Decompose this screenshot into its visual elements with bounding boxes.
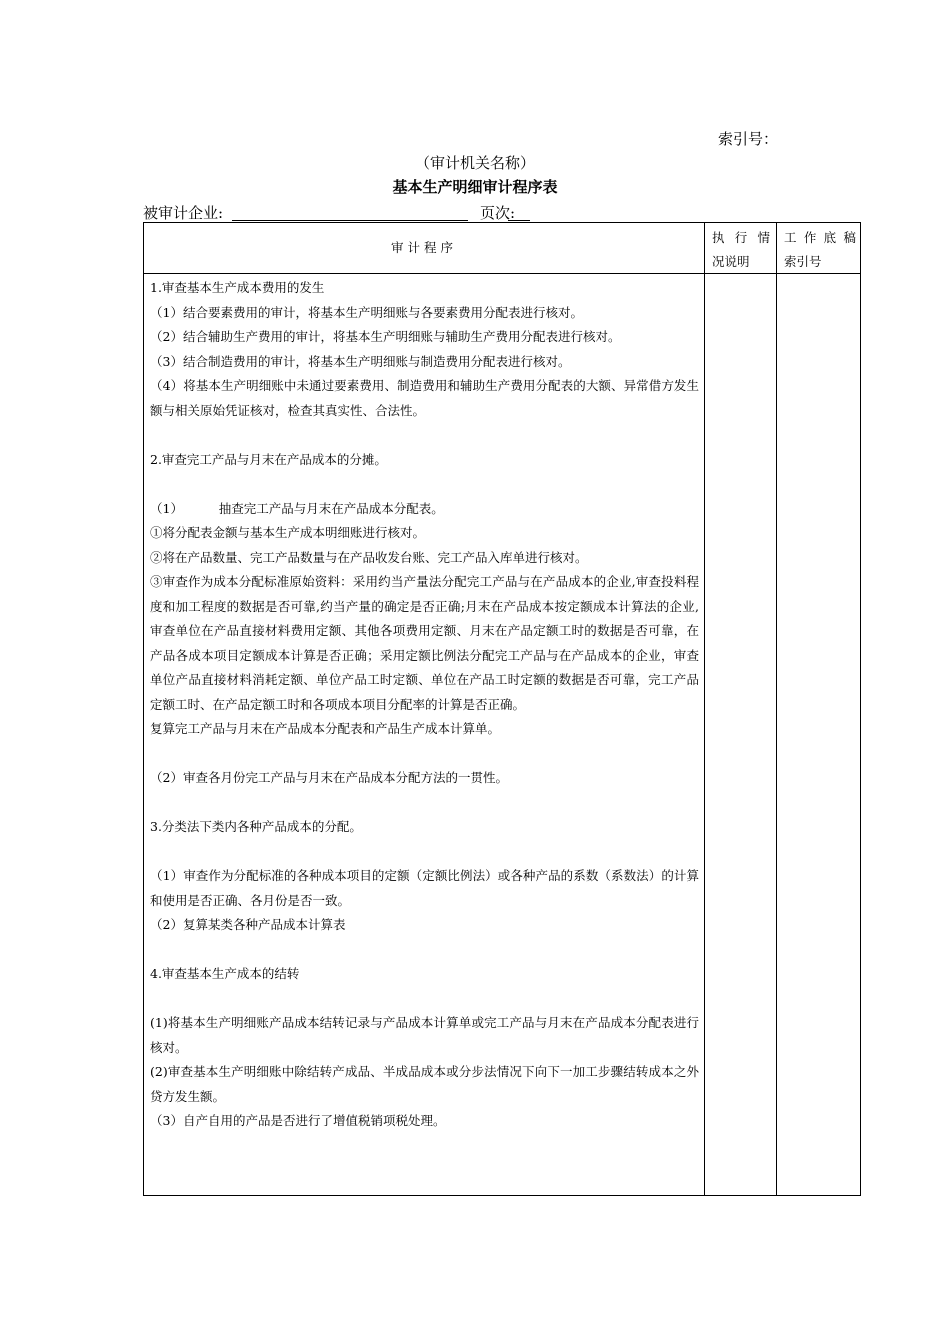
column-divider (704, 223, 705, 1195)
procedure-item: ②将在产品数量、完工产品数量与在产品收发台账、完工产品入库单进行核对。 (150, 549, 588, 565)
audited-company-field[interactable] (232, 220, 468, 221)
procedure-item: ①将分配表金额与基本生产成本明细账进行核对。 (150, 525, 426, 540)
procedure-item: （3）结合制造费用的审计，将基本生产明细账与制造费用分配表进行核对。 (150, 353, 571, 369)
procedure-item: (2)审查基本生产明细账中除结转产成品、半成品成本或分步法情况下向下一加工步骤结转成本之外贷方发生额。 (150, 1064, 699, 1104)
page-number-label: 页次: (480, 204, 516, 222)
procedure-item: 复算完工产品与月末在产品成本分配表和产品生产成本计算单。 (150, 721, 501, 736)
page-title: 基本生产明细审计程序表 (392, 178, 558, 196)
procedure-item: （1） 抽查完工产品与月末在产品成本分配表。 (150, 500, 444, 516)
column-header-procedure: 审计程序 (390, 240, 457, 255)
column-header-execution-line1: 执 行 情 (712, 230, 770, 245)
procedure-item: （3）自产自用的产品是否进行了增值税销项税处理。 (150, 1113, 446, 1128)
section-2-heading: 2.审查完工产品与月末在产品成本的分摊。 (150, 451, 387, 467)
index-number-label: 索引号： (718, 130, 779, 148)
audit-procedure-table (143, 222, 861, 1196)
procedure-content (150, 276, 699, 1134)
audit-agency-name: （审计机关名称） (414, 154, 535, 172)
column-header-workpaper-line1: 工作底稿 (784, 230, 856, 245)
section-3-heading: 3.分类法下类内各种产品成本的分配。 (150, 819, 362, 834)
section-4-heading: 4.审查基本生产成本的结转 (150, 966, 300, 981)
audited-company-label: 被审计企业: (143, 204, 224, 222)
procedure-item: (1)将基本生产明细账产品成本结转记录与产品成本计算单或完工产品与月末在产品成本分配表进行核对。 (150, 1015, 699, 1055)
procedure-item: （1）审查作为分配标准的各种成本项目的定额（定额比例法）或各种产品的系数（系数法）的计算和使用是否正确、各月份是否一致。 (150, 868, 699, 908)
column-header-workpaper-line2: 索引号 (784, 254, 822, 269)
page-number-field[interactable] (508, 220, 530, 221)
column-header-execution (712, 226, 770, 274)
procedure-item: ③审查作为成本分配标准原始资料：采用约当产量法分配完工产品与在产品成本的企业,审查投料程度和加工程度的数据是否可靠,约当产量的确定是否正确;月末在产品成本按定额成本计算法的企业,审查单位在产品直接材料费用定额、其他各项费用定额、月末在产品定额工时的数据是否可靠，在产品各成本项目定额成本计算是否正确；采用定额比例法分配完工产品与在产品成本的企业，审查单位产品直接材料消耗定额、单位产品工时定额、单位在产品工时定额的数据是否可靠，完工产品定额工时、在产品定额工时和各项成本项目分配率的计算是否正确。 (150, 574, 699, 712)
column-header-execution-line2: 况说明 (712, 254, 750, 269)
procedure-item: （1）结合要素费用的审计，将基本生产明细账与各要素费用分配表进行核对。 (150, 304, 583, 320)
procedure-item: （2）复算某类各种产品成本计算表 (150, 917, 346, 932)
procedure-item: （2）结合辅助生产费用的审计，将基本生产明细账与辅助生产费用分配表进行核对。 (150, 329, 621, 344)
column-divider (776, 223, 777, 1195)
section-1-heading: 1.审查基本生产成本费用的发生 (150, 280, 325, 295)
procedure-item: （2）审查各月份完工产品与月末在产品成本分配方法的一贯性。 (150, 770, 508, 785)
column-header-workpaper-index (784, 226, 856, 274)
procedure-item: （4）将基本生产明细账中未通过要素费用、制造费用和辅助生产费用分配表的大额、异常借方发生额与相关原始凭证核对，检查其真实性、合法性。 (150, 378, 699, 418)
